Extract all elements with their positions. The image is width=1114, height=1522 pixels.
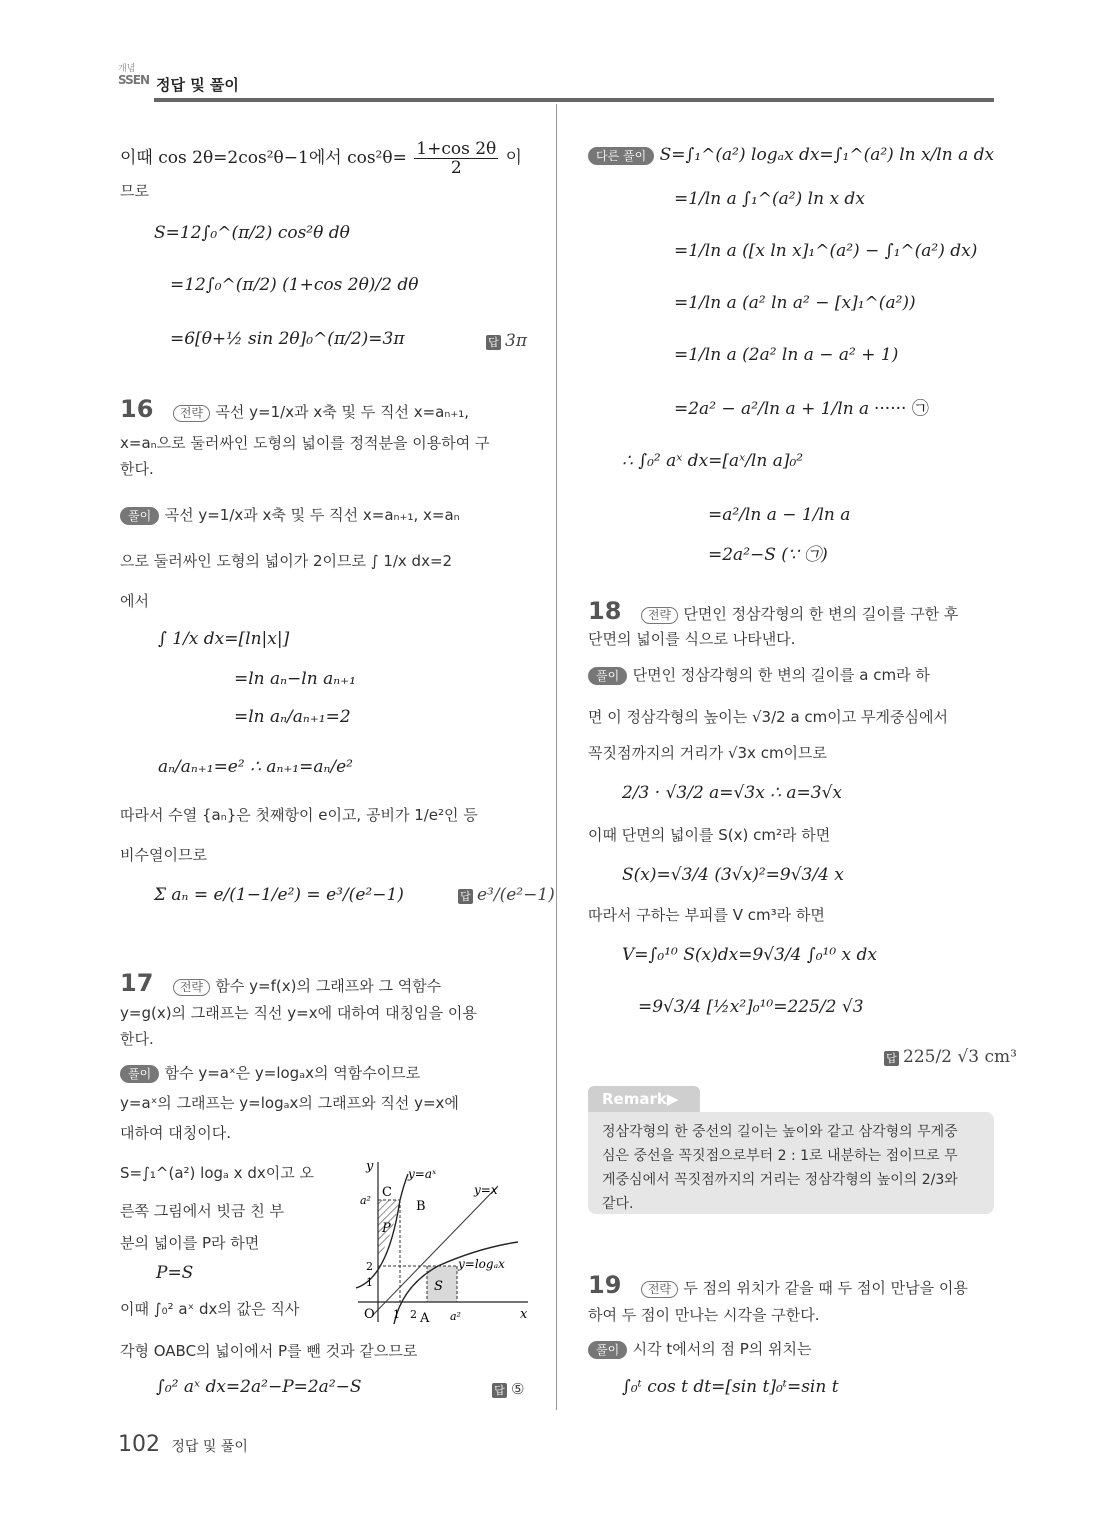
column-divider — [556, 104, 557, 1410]
answer-value: ⑤ — [511, 1380, 525, 1398]
footer-label: 정답 및 풀이 — [171, 1439, 248, 1455]
p18-eq-2: S(x)=√3/4 (3√x)²=9√3/4 x — [622, 865, 844, 885]
strategy-tag: 전략 — [173, 405, 210, 422]
p18-eq-3: V=∫₀¹⁰ S(x)dx=9√3/4 ∫₀¹⁰ x dx — [622, 945, 878, 965]
p16-eq-1: ∫ 1/x dx=[ln|x|] — [158, 629, 290, 649]
problem-17-header — [120, 969, 442, 997]
solution-tag: 풀이 — [120, 507, 159, 525]
alt-solution-1 — [588, 144, 994, 166]
intro-text: 이때 cos 2θ=2cos²θ−1에서 cos²θ= — [120, 148, 407, 168]
p17-solution-9: 각형 OABC의 넓이에서 P를 뺀 것과 같으므로 — [120, 1342, 418, 1360]
answer-15 — [486, 330, 527, 352]
point-c: C — [382, 1185, 392, 1200]
solution-text: 단면인 정삼각형의 한 변의 길이를 a cm라 하 — [632, 666, 930, 684]
remark-line-4: 같다. — [602, 1196, 634, 1212]
p18-solution-5: 따라서 구하는 부피를 V cm³라 하면 — [588, 906, 825, 924]
p18-eq-1: 2/3 · √3/2 a=√3x ∴ a=3√x — [622, 783, 843, 803]
brand-logo — [118, 64, 154, 98]
intro-tail: 이 — [505, 148, 523, 168]
answer-icon: 답 — [458, 889, 473, 904]
p16-strategy-3: 한다. — [120, 460, 154, 478]
p19-strategy-2: 하여 두 점이 만나는 시각을 구한다. — [588, 1306, 820, 1324]
solution-text: 함수 y=aˣ은 y=logₐx의 역함수이므로 — [164, 1064, 421, 1082]
solution-tag: 풀이 — [120, 1065, 159, 1083]
p16-solution-1 — [120, 504, 460, 526]
strategy-text: 두 점의 위치가 같을 때 두 점이 만남을 이용 — [683, 1279, 968, 1297]
p16-solution-5: 비수열이므로 — [120, 846, 207, 864]
answer-18 — [884, 1046, 1017, 1068]
problem-number: 18 — [588, 597, 622, 625]
remark-line-1: 정삼각형의 한 중선의 길이는 높이와 같고 삼각형의 무게중 — [602, 1124, 958, 1140]
p17-solution-4: S=∫₁^(a²) logₐ x dx이고 오 — [120, 1164, 314, 1182]
answer-value: 225/2 √3 cm³ — [903, 1047, 1017, 1067]
p17-solution-2: y=aˣ의 그래프는 y=logₐx의 그래프와 직선 y=x에 — [120, 1094, 459, 1112]
p18-solution-4: 이때 단면의 넓이를 S(x) cm²라 하면 — [588, 826, 831, 844]
p16-strategy-2: x=aₙ으로 둘러싸인 도형의 넓이를 정적분을 이용하여 구 — [120, 434, 490, 452]
p18-strategy-2: 단면의 넓이를 식으로 나타낸다. — [588, 630, 796, 648]
point-b: B — [416, 1199, 426, 1214]
problem-18-header — [588, 597, 959, 625]
remark-line-3: 게중심에서 꼭짓점까지의 거리는 정삼각형의 높이의 2/3와 — [602, 1172, 958, 1188]
strategy-tag: 전략 — [641, 607, 678, 624]
answer-17 — [492, 1378, 524, 1400]
alt-eq-6: =2a² − a²/ln a + 1/ln a — [674, 399, 870, 419]
remark-body — [588, 1112, 994, 1214]
p17-solution-10: ∫₀² aˣ dx=2a²−P=2a²−S — [156, 1377, 362, 1397]
region-p-label: P — [382, 1221, 391, 1236]
tick-1-x: 1 — [393, 1308, 400, 1321]
header-rule — [154, 98, 994, 102]
alt-eq-8: =a²/ln a − 1/ln a — [708, 505, 851, 525]
strategy-text: 함수 y=f(x)의 그래프와 그 역함수 — [215, 977, 442, 995]
problem-19-header — [588, 1271, 968, 1299]
tick-2-y: 2 — [366, 1260, 373, 1273]
graph-x-label: x — [520, 1307, 528, 1322]
answer-icon: 답 — [486, 335, 501, 350]
header-title: 정답 및 풀이 — [156, 76, 239, 94]
p18-eq-4: =9√3/4 [½x²]₀¹⁰=225/2 √3 — [638, 997, 864, 1017]
alt-eq-6-mark: ······ ㉠ — [874, 399, 929, 419]
p16-solution-4: 따라서 수열 {aₙ}은 첫째항이 e이고, 공비가 1/e²인 등 — [120, 806, 478, 824]
frac-den: 2 — [450, 158, 462, 178]
p18-solution-1 — [588, 664, 930, 686]
p16-eq-3: =ln aₙ/aₙ₊₁=2 — [234, 707, 351, 727]
solution-text: 곡선 y=1/x과 x축 및 두 직선 x=aₙ₊₁, x=aₙ — [164, 506, 460, 524]
problem-number: 16 — [120, 395, 154, 423]
tick-1-y: 1 — [366, 1276, 373, 1289]
s-eq-3: =6[θ+½ sin 2θ]₀^(π/2)=3π — [170, 329, 405, 349]
strategy-tag: 전략 — [173, 979, 210, 996]
p17-graph — [348, 1156, 534, 1326]
logo-bottom: SSEN — [118, 73, 149, 87]
answer-value: e³/(e²−1) — [477, 885, 555, 905]
label-log: y=logₐx — [458, 1257, 505, 1271]
alt-eq-5: =1/ln a (2a² ln a − a² + 1) — [674, 345, 899, 365]
strategy-text: 단면인 정삼각형의 한 변의 길이를 구한 후 — [683, 605, 959, 623]
strategy-text: 곡선 y=1/x과 x축 및 두 직선 x=aₙ₊₁, — [215, 403, 470, 421]
tick-a2-y: a² — [360, 1194, 371, 1207]
remark-line-2: 심은 중선을 꼭짓점으로부터 2 : 1로 내분하는 점이므로 무 — [602, 1148, 958, 1164]
p17-solution-5: 른쪽 그림에서 빗금 친 부 — [120, 1202, 284, 1220]
solution-tag: 풀이 — [588, 1341, 627, 1359]
s-eq-1: S=12∫₀^(π/2) cos²θ dθ — [154, 223, 350, 243]
remark-title: Remark▶ — [588, 1086, 700, 1112]
region-s-label: S — [434, 1279, 443, 1294]
answer-value: 3π — [505, 331, 527, 351]
alt-eq-9: =2a²−S (∵ ㉠) — [708, 545, 828, 565]
s-eq-2: =12∫₀^(π/2) (1+cos 2θ)/2 dθ — [170, 275, 419, 295]
tick-a2-x: a² — [450, 1310, 461, 1323]
strategy-tag: 전략 — [641, 1281, 678, 1298]
p17-strategy-2: y=g(x)의 그래프는 직선 y=x에 대하여 대칭임을 이용 — [120, 1004, 477, 1022]
p16-solution-2: 으로 둘러싸인 도형의 넓이가 2이므로 ∫ 1/x dx=2 — [120, 552, 453, 570]
problem-16-header — [120, 395, 470, 423]
alt-eq-7: ∴ ∫₀² aˣ dx=[aˣ/ln a]₀² — [622, 451, 804, 471]
label-yx: y=x — [474, 1183, 498, 1197]
answer-16 — [458, 884, 555, 906]
page-header — [118, 62, 994, 102]
solution-text: 시각 t에서의 점 P의 위치는 — [632, 1340, 812, 1358]
alt-eq-1: S=∫₁^(a²) logₐx dx=∫₁^(a²) ln x/ln a dx — [659, 145, 995, 165]
label-exp: y=aˣ — [408, 1167, 437, 1181]
p17-solution-3: 대하여 대칭이다. — [120, 1124, 231, 1142]
p18-solution-2: 면 이 정삼각형의 높이는 √3/2 a cm이고 무게중심에서 — [588, 708, 948, 726]
p19-solution-1 — [588, 1338, 812, 1360]
page-footer — [118, 1432, 248, 1457]
p19-eq-1: ∫₀ᵗ cos t dt=[sin t]₀ᵗ=sin t — [622, 1377, 839, 1397]
page-number: 102 — [118, 1432, 160, 1457]
alt-eq-4: =1/ln a (a² ln a² − [x]₁^(a²)) — [674, 293, 916, 313]
problem-number: 19 — [588, 1271, 622, 1299]
p16-solution-3: 에서 — [120, 592, 149, 610]
answer-icon: 답 — [884, 1051, 899, 1066]
intro-line-2: 므로 — [120, 182, 149, 200]
p16-eq-4: aₙ/aₙ₊₁=e² ∴ aₙ₊₁=aₙ/e² — [158, 757, 353, 777]
logo-top: 개념 — [118, 64, 136, 74]
alt-eq-2: =1/ln a ∫₁^(a²) ln x dx — [674, 189, 865, 209]
point-a: A — [420, 1311, 430, 1326]
graph-y-label: y — [366, 1159, 374, 1174]
p17-solution-1 — [120, 1062, 420, 1084]
p16-sum: Σ aₙ = e/(1−1/e²) = e³/(e²−1) — [154, 885, 404, 905]
frac-num: 1+cos 2θ — [416, 139, 497, 159]
p17-solution-6: 분의 넓이를 P라 하면 — [120, 1234, 260, 1252]
answer-icon: 답 — [492, 1383, 507, 1398]
problem-number: 17 — [120, 969, 154, 997]
remark-box — [588, 1086, 994, 1214]
intro-line — [120, 140, 522, 177]
p17-strategy-3: 한다. — [120, 1030, 154, 1048]
solution-tag: 풀이 — [588, 667, 627, 685]
p17-solution-7: P=S — [156, 1263, 194, 1283]
graph-origin: O — [364, 1307, 375, 1322]
alt-eq-3: =1/ln a ([x ln x]₁^(a²) − ∫₁^(a²) dx) — [674, 241, 978, 261]
p18-solution-3: 꼭짓점까지의 거리가 √3x cm이므로 — [588, 744, 828, 762]
p16-eq-2: =ln aₙ−ln aₙ₊₁ — [234, 669, 356, 689]
intro-fraction — [414, 140, 498, 177]
p17-solution-8: 이때 ∫₀² aˣ dx의 값은 직사 — [120, 1300, 300, 1318]
alt-solution-tag: 다른 풀이 — [588, 147, 654, 165]
tick-2-x: 2 — [410, 1308, 417, 1321]
